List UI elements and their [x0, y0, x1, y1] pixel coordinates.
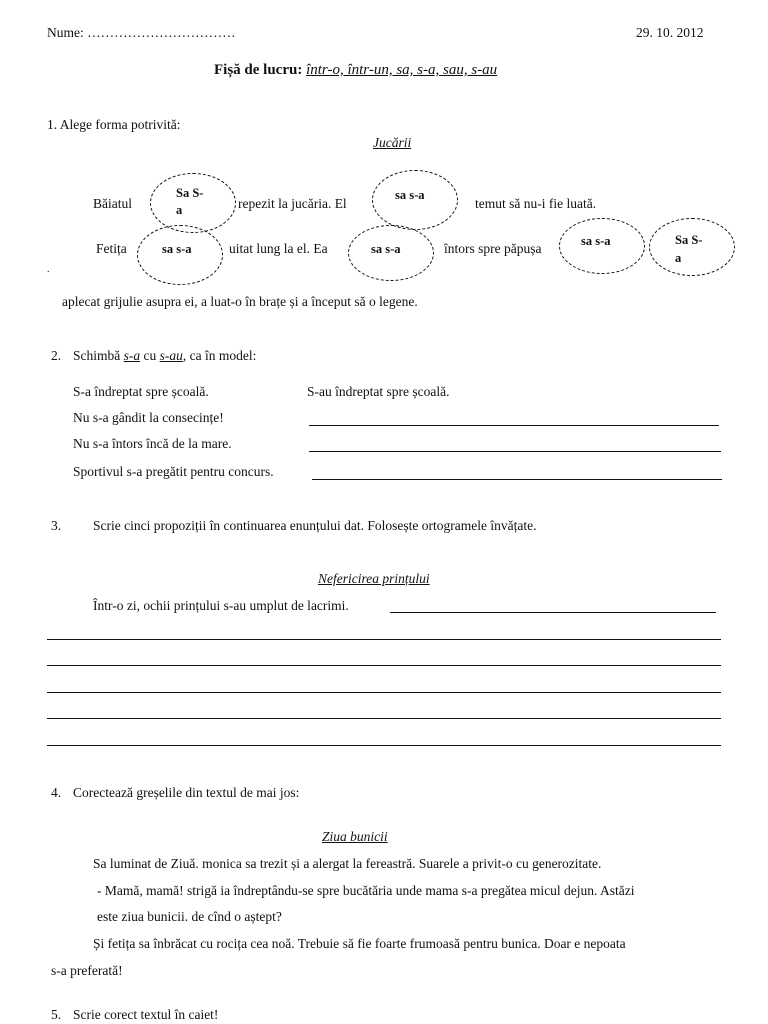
- ex2-pre: Schimbă: [73, 348, 121, 363]
- ex5-number: 5.: [51, 1007, 62, 1022]
- ex1-instruction: 1. Alege forma potrivită:: [47, 117, 181, 132]
- ex5-instruction: Scrie corect textul în caiet!: [73, 1007, 219, 1022]
- ex1-story-title: Jucării: [373, 135, 412, 150]
- answer-line[interactable]: [47, 718, 721, 719]
- ex2-item: Sportivul s-a pregătit pentru concurs.: [73, 464, 274, 479]
- choice-oval-3-label: sa s-a: [162, 242, 192, 256]
- answer-line[interactable]: [309, 425, 719, 426]
- ex1-dot: .: [47, 264, 50, 275]
- answer-line[interactable]: [312, 479, 722, 480]
- title-prefix: Fișă de lucru:: [214, 62, 303, 78]
- ex4-text-line: este ziua bunicii. de cînd o aștept?: [97, 909, 282, 924]
- choice-oval-1-label-b: a: [176, 203, 183, 217]
- choice-oval-4-label: sa s-a: [371, 242, 401, 256]
- answer-line[interactable]: [390, 612, 716, 613]
- ex4-number: 4.: [51, 785, 62, 800]
- page-title: [214, 62, 497, 78]
- ex1-word-baiatul: Băiatul: [93, 196, 132, 211]
- ex2-item: Nu s-a gândit la consecințe!: [73, 410, 224, 425]
- ex1-word-fetita: Fetița: [96, 241, 127, 256]
- ex2-item: Nu s-a întors încă de la mare.: [73, 436, 232, 451]
- ex2-model-left: S-a îndreptat spre școală.: [73, 384, 209, 399]
- name-field: Nume: ……………………………: [47, 25, 236, 40]
- ex1-text-intors: întors spre păpușa: [444, 241, 542, 256]
- ex3-story-title: Nefericirea prințului: [318, 571, 430, 586]
- ex1-text-uitat: uitat lung la el. Ea: [229, 241, 328, 256]
- answer-line[interactable]: [309, 451, 721, 452]
- ex2-model-right: S-au îndreptat spre școală.: [307, 384, 450, 399]
- choice-oval-2-label: sa s-a: [395, 188, 425, 202]
- ex2-mid: cu: [143, 348, 157, 363]
- ex4-text-line: - Mamă, mamă! strigă ia îndreptându-se spre bucătăria unde mama s-a pregătea micul dejun. Astăzi: [97, 883, 635, 898]
- ex4-text-line: Și fetița sa înbrăcat cu rocița cea noă. Trebuie să fie foarte frumoasă pentru bunica. Doar e nepoata: [93, 936, 626, 951]
- choice-oval-5-label: sa s-a: [581, 234, 611, 248]
- choice-oval-1[interactable]: [150, 173, 236, 233]
- ex2-word-sa: s-a: [123, 348, 141, 363]
- ex2-number: 2.: [51, 348, 62, 363]
- ex3-number: 3.: [51, 518, 62, 533]
- ex4-text-line: Sa luminat de Ziuă. monica sa trezit și a alergat la fereastră. Suarele a privit-o cu generozitate.: [93, 856, 602, 871]
- ex1-final-line: aplecat grijulie asupra ei, a luat-o în brațe și a început să o legene.: [62, 294, 418, 309]
- ex2-post: , ca în model:: [182, 348, 257, 363]
- ex2-word-sau: s-au: [159, 348, 183, 363]
- answer-line[interactable]: [47, 665, 721, 666]
- ex2-instruction: [73, 348, 256, 364]
- ex4-text-line: s-a preferată!: [51, 963, 123, 978]
- ex4-story-title: Ziua bunicii: [322, 829, 388, 844]
- title-topic: într-o, într-un, sa, s-a, sau, s-au: [306, 62, 498, 78]
- date: 29. 10. 2012: [636, 25, 704, 40]
- answer-line[interactable]: [47, 692, 721, 693]
- ex4-instruction: Corectează greșelile din textul de mai jos:: [73, 785, 300, 800]
- ex3-start: Într-o zi, ochii prințului s-au umplut de lacrimi.: [93, 598, 349, 613]
- answer-line[interactable]: [47, 639, 721, 640]
- ex3-instruction: Scrie cinci propoziții în continuarea enunțului dat. Folosește ortogramele învățate.: [93, 518, 537, 533]
- choice-oval-6-label-a: Sa S-: [675, 233, 703, 247]
- choice-oval-6-label-b: a: [675, 251, 682, 265]
- choice-oval-1-label-a: Sa S-: [176, 186, 204, 200]
- answer-line[interactable]: [47, 745, 721, 746]
- ex1-text-repezit: repezit la jucăria. El: [238, 196, 347, 211]
- ex1-text-temut: temut să nu-i fie luată.: [475, 196, 597, 211]
